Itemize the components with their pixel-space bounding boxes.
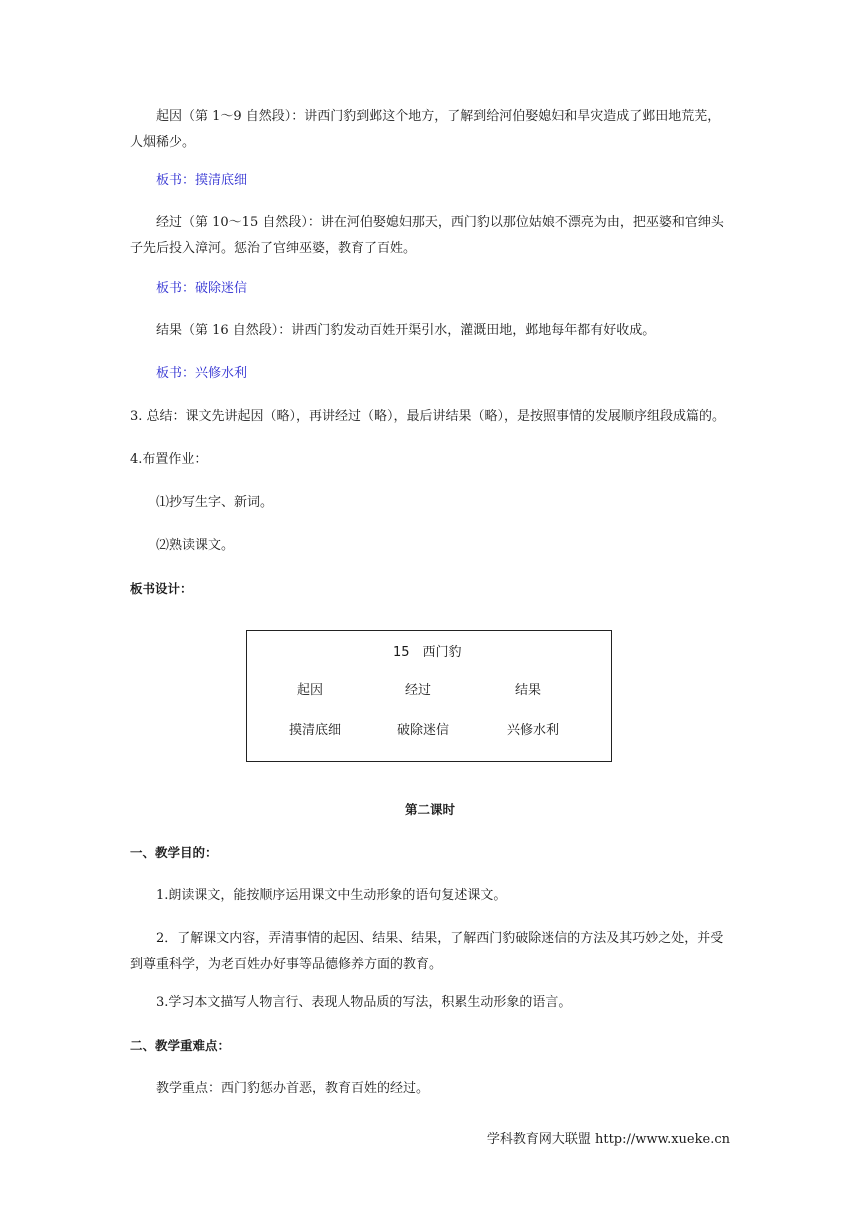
key-point-1: 教学重点：西门豹惩办首恶，教育百姓的经过。 bbox=[156, 1081, 430, 1096]
board-note-2: 板书：破除迷信 bbox=[156, 281, 248, 296]
process-paragraph: 经过（第 10～15 自然段）：讲在河伯娶媳妇那天，西门豹以那位姑娘不漂亮为由，把巫婆和官绅头子先后投入漳河。惩治了官绅巫婆，教育了百姓。 bbox=[130, 215, 724, 256]
result-paragraph: 结果（第 16 自然段）：讲西门豹发动百姓开渠引水，灌溉田地，邺地每年都有好收成。 bbox=[156, 323, 656, 338]
board-design-box bbox=[246, 630, 612, 762]
goal-2: 2．了解课文内容，弄清事情的起因、结果、结果，了解西门豹破除迷信的方法及其巧妙之处，并受到尊重科学，为老百姓办好事等品德修养方面的教育。 bbox=[130, 931, 724, 972]
board-cause-label: 起因 bbox=[297, 683, 324, 698]
board-process-summary: 破除迷信 bbox=[397, 723, 450, 738]
goal-3: 3.学习本文描写人物言行、表现人物品质的写法，积累生动形象的语言。 bbox=[156, 995, 572, 1010]
board-cause-summary: 摸清底细 bbox=[289, 723, 342, 738]
key-points-title: 二、教学重难点： bbox=[130, 1038, 231, 1053]
goals-title: 一、教学目的： bbox=[130, 845, 218, 860]
board-note-3: 板书：兴修水利 bbox=[156, 366, 248, 381]
lesson2-heading: 第二课时 bbox=[404, 802, 455, 817]
board-design-title: 板书设计： bbox=[130, 581, 193, 596]
cause-paragraph: 起因（第 1～9 自然段）：讲西门豹到邺这个地方，了解到给河伯娶媳妇和旱灾造成了邺田地荒芜，人烟稀少。 bbox=[130, 109, 721, 150]
goal-1: 1.朗读课文，能按顺序运用课文中生动形象的语句复述课文。 bbox=[156, 888, 507, 903]
board-result-summary: 兴修水利 bbox=[507, 723, 560, 738]
board-process-label: 经过 bbox=[405, 683, 432, 698]
homework-item-2: ⑵熟读课文。 bbox=[156, 538, 235, 553]
page-footer: 学科教育网大联盟 http://www.xueke.cn bbox=[486, 1132, 730, 1147]
summary-paragraph: 3. 总结：课文先讲起因（略），再讲经过（略），最后讲结果（略），是按照事情的发展顺序组段成篇的。 bbox=[130, 409, 726, 424]
board-title: 15 西门豹 bbox=[393, 645, 462, 660]
homework-item-1: ⑴抄写生字、新词。 bbox=[156, 495, 274, 510]
board-note-1: 板书：摸清底细 bbox=[156, 173, 248, 188]
board-result-label: 结果 bbox=[515, 683, 542, 698]
homework-title: 4.布置作业： bbox=[130, 452, 208, 467]
